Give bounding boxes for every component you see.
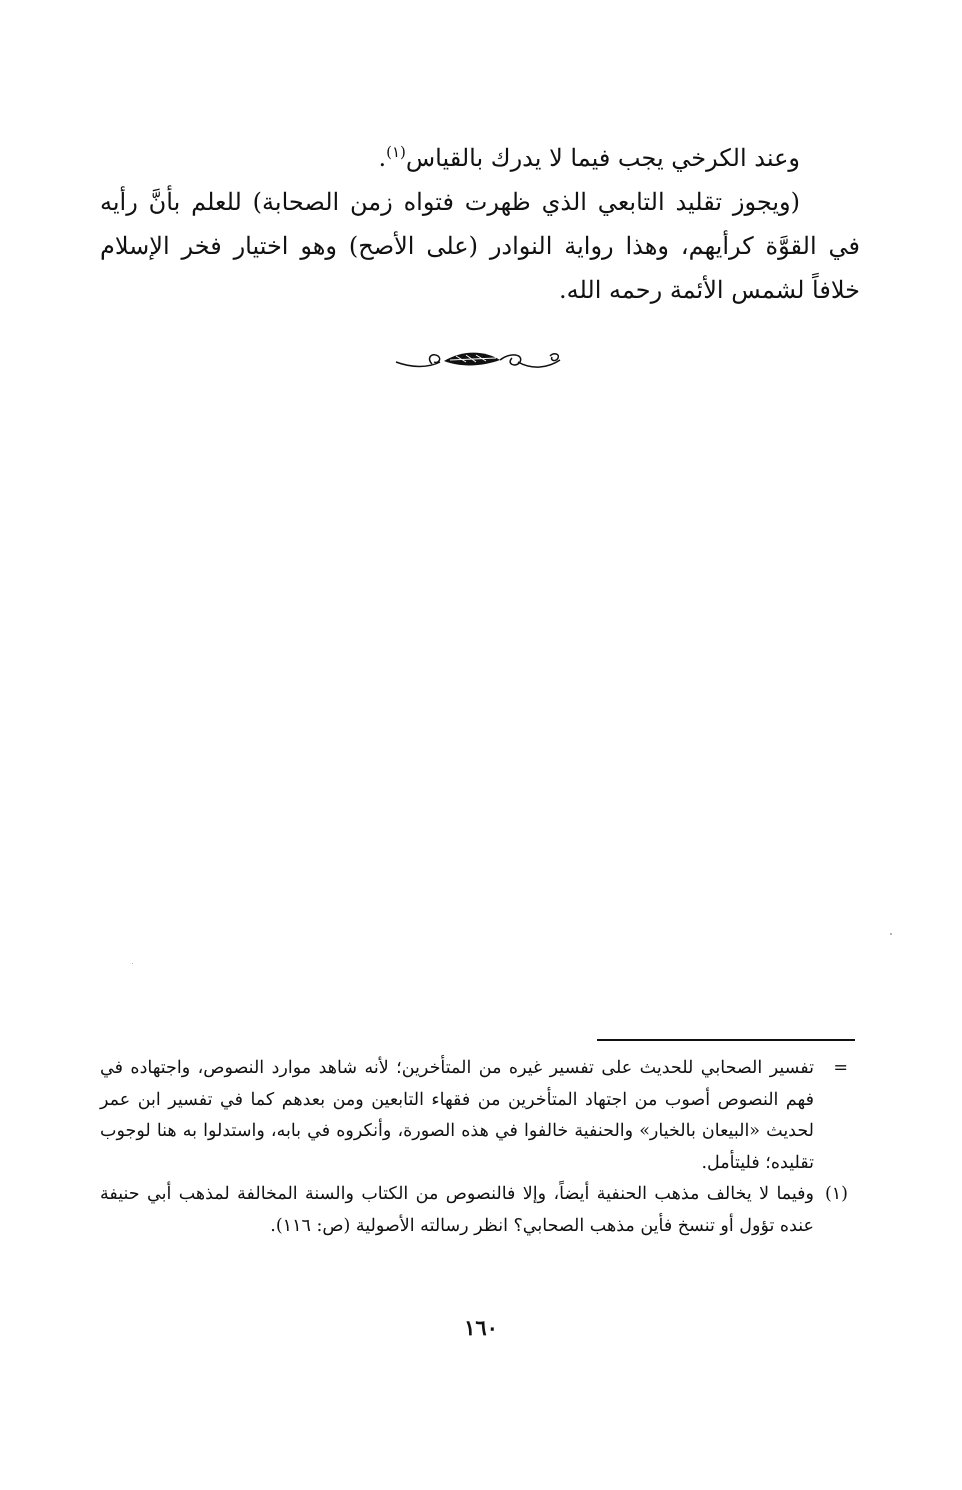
paragraph-1-end: . — [378, 144, 387, 172]
footnote-separator — [597, 1039, 855, 1041]
footnote-reference-1: (١) — [386, 143, 406, 161]
footnote-text: وفيما لا يخالف مذهب الحنفية أيضاً، وإلا فالنصوص من الكتاب والسنة المخالفة لمذهب أبي حنيفة عنده تؤول أو تنسخ فأين مذهب الصحابي؟ انظر رسالته الأصولية (ص: ١١٦). — [100, 1184, 814, 1236]
footnote-1 — [100, 1179, 852, 1242]
scan-speck — [890, 933, 892, 935]
footnote-marker: = — [833, 1058, 848, 1078]
paragraph-1 — [100, 130, 860, 180]
footnote-text: تفسير الصحابي للحديث على تفسير غيره من المتأخرين؛ لأنه شاهد موارد النصوص، واجتهاده في فهم النصوص أصوب من اجتهاد المتأخرين من فقهاء التابعين ومن بعدهم كما في تفسير ابن عمر لحديث «البيعان بالخيار» والحنفية خالفوا في هذه الصورة، وأنكروه في بابه، واستدلوا به هنا لوجوب تقليده؛ فليتأمل. — [100, 1058, 814, 1173]
page-number: ١٦٠ — [464, 1315, 498, 1340]
paragraph-2: (ويجوز تقليد التابعي الذي ظهرت فتواه زمن الصحابة) للعلم بأنَّ رأيه في القوَّة كرأيهم، وهذا رواية النوادر (على الأصح) وهو اختيار فخر الإسلام خلافاً لشمس الأئمة رحمه الله. — [100, 188, 860, 304]
footnote-marker: (١) — [824, 1184, 848, 1204]
floral-divider-icon — [392, 342, 564, 378]
scan-speck — [132, 963, 133, 964]
main-text-block — [100, 130, 860, 312]
footnote-continuation — [100, 1053, 852, 1179]
paragraph-1-text: وعند الكرخي يجب فيما لا يدرك بالقياس — [405, 144, 800, 172]
footnotes-block — [100, 1053, 852, 1242]
